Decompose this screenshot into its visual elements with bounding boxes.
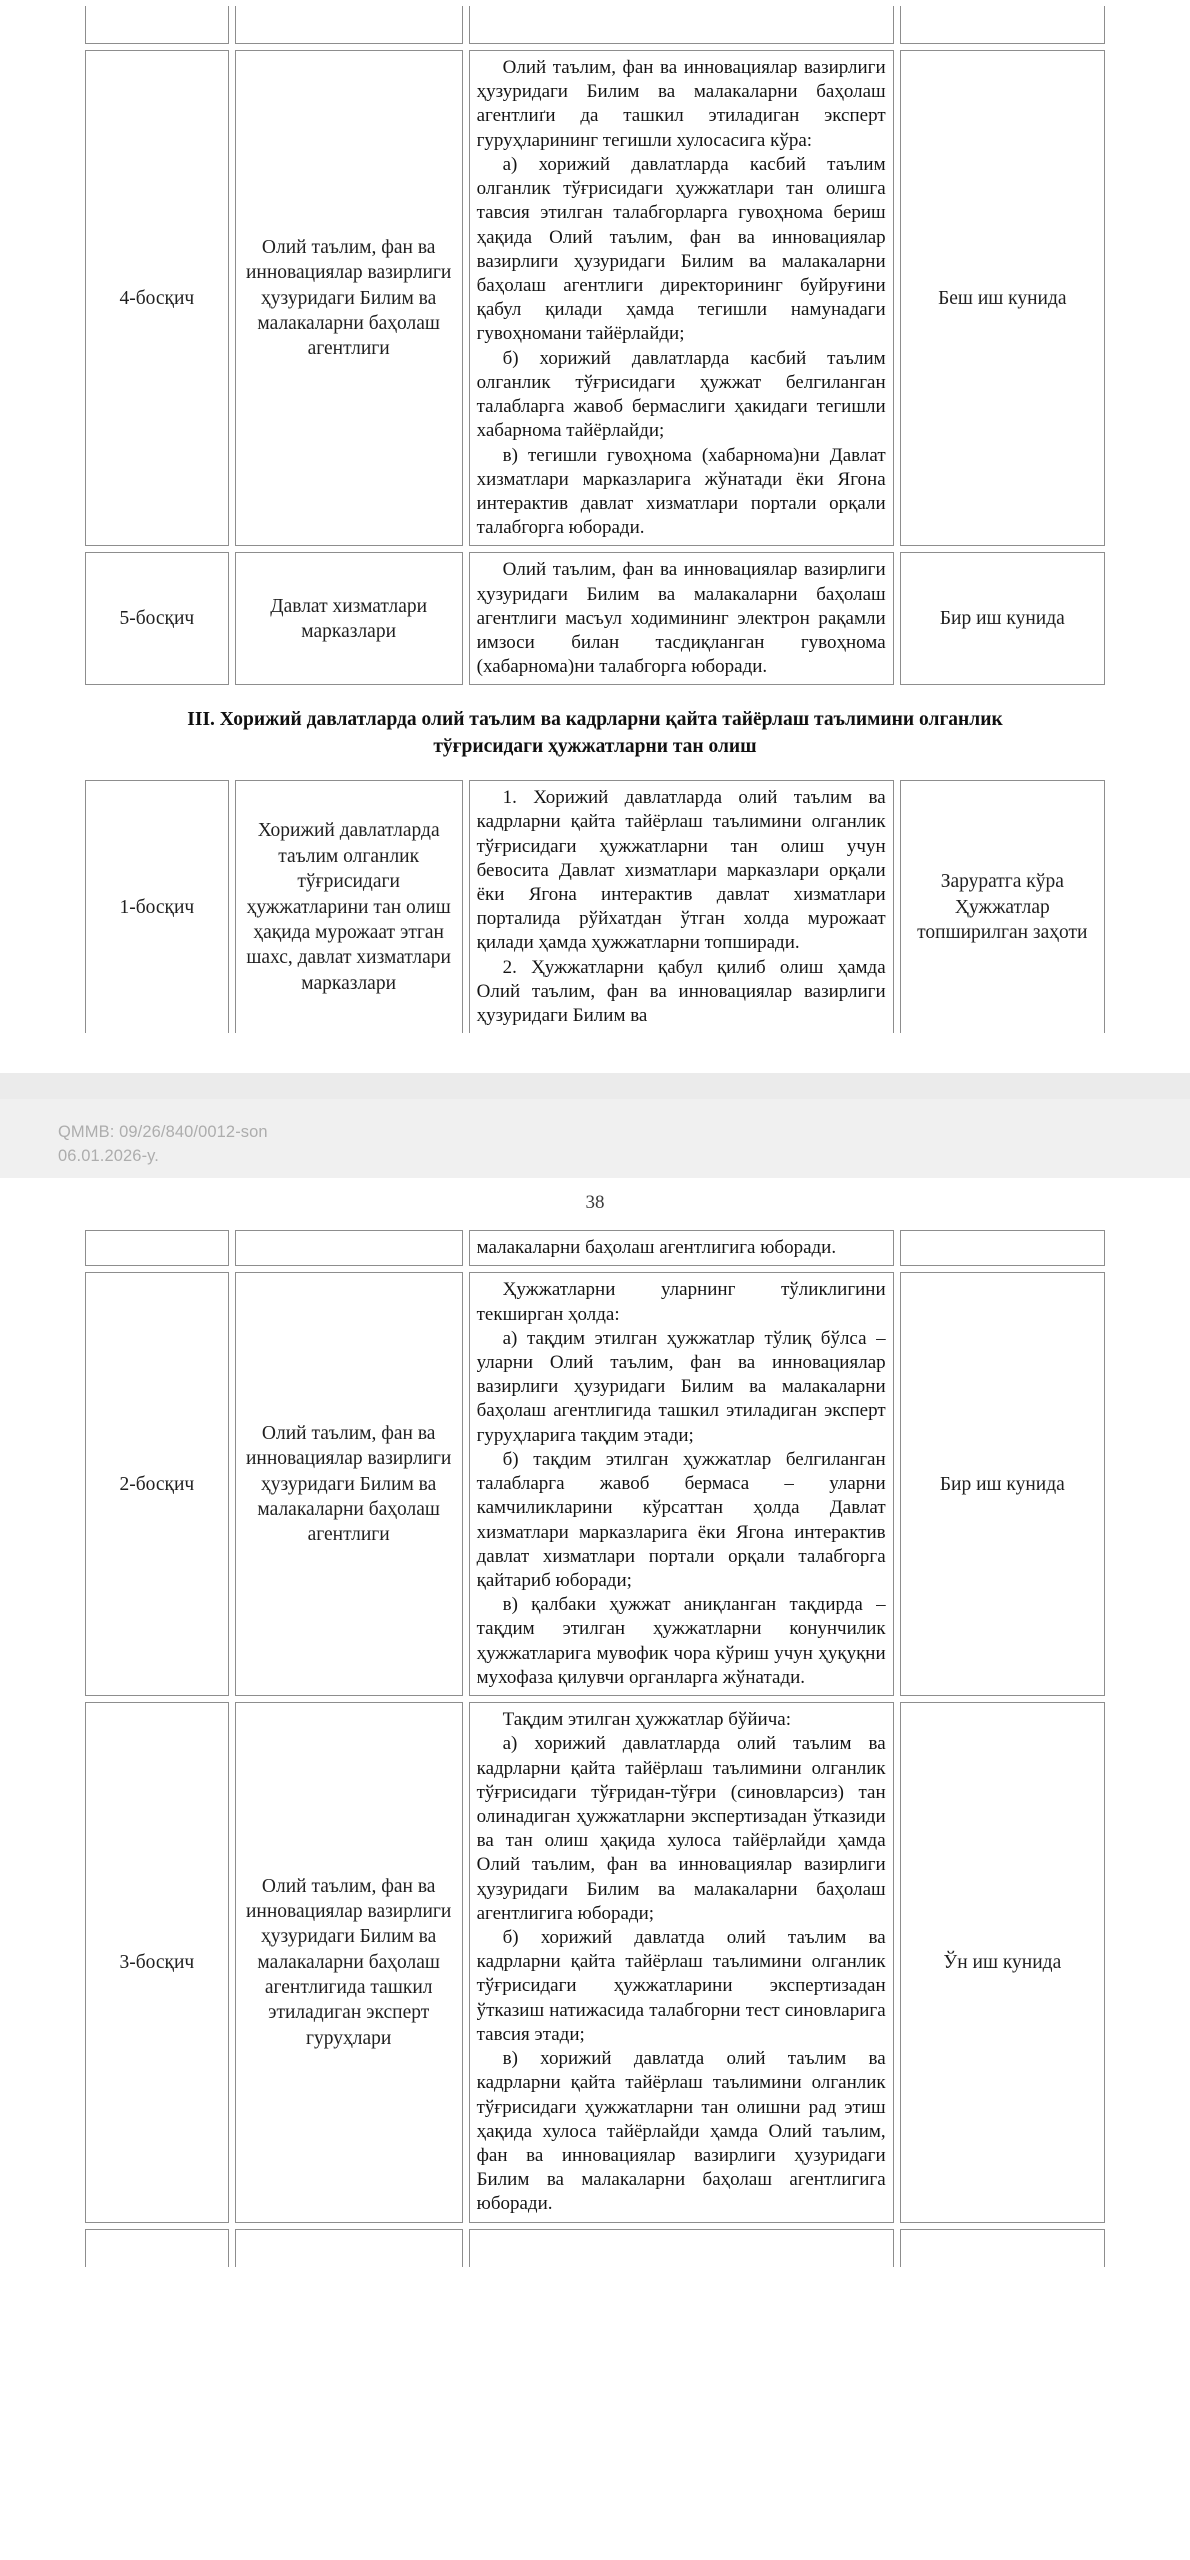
description-paragraph: малакаларни баҳолаш агентлигига юборади. [476, 1237, 837, 1259]
cell-term [900, 780, 1105, 1033]
section-heading [90, 707, 1100, 760]
cell-organization: Хорижий давлатларда таълим олганлик тўғрисидаги ҳужжатларини тан олиш ҳақида мурожаат этган шахс, давлат хизматлари марказлари [235, 780, 463, 1033]
term-secondary: Ҳужжатлар топширилган заҳоти [917, 896, 1088, 943]
cell-organization [235, 6, 463, 44]
document-reference-number: QMMB: 09/26/840/0012-son [58, 1123, 268, 1142]
cell-term [900, 6, 1105, 44]
cell-organization: Олий таълим, фан ва инновациялар вазирлиги ҳузуридаги Билим ва малакаларни баҳолаш агентлиги [235, 50, 463, 546]
table-row [85, 1230, 1105, 1266]
term-primary: Заруратга кўра [940, 871, 1064, 893]
table-row [85, 50, 1105, 546]
cell-description [469, 2229, 894, 2267]
cell-stage [85, 1230, 229, 1266]
table-row [85, 1272, 1105, 1696]
table-row-clipped-bottom [85, 2229, 1105, 2267]
cell-stage [85, 2229, 229, 2267]
cell-stage [85, 6, 229, 44]
cell-term: Беш иш кунида [900, 50, 1105, 546]
cell-organization: Олий таълим, фан ва инновациялар вазирлиги ҳузуридаги Билим ва малакаларни баҳолаш агентлигида ташкил этиладиган эксперт гуруҳлари [235, 1702, 463, 2223]
section-heading-line-1: III. Хорижий давлатларда олий таълим ва кадрларни қайта тайёрлаш таълимини олганлик [187, 709, 1003, 731]
cell-stage: 4-босқич [85, 50, 229, 546]
cell-description [469, 780, 894, 1033]
description-paragraph: в) қалбаки ҳужжат аниқланган тақдирда – тақдим этилган ҳужжатларни конунчилик ҳужжатларига мувофик чора кўриш учун ҳуқуқни мухофаза қилувчи органларга жўнатади. [476, 1594, 886, 1688]
procedure-table-top [79, 0, 1111, 691]
cell-description [469, 1702, 894, 2223]
procedure-table-section-3 [79, 774, 1111, 1039]
page-number: 38 [0, 1178, 1190, 1224]
document-page-38 [0, 1099, 1190, 2272]
cell-stage: 5-босқич [85, 552, 229, 685]
description-paragraph: а) хорижий давлатларда олий таълим ва кадрларни қайта тайёрлаш таълимини олганлик тўғрисидаги тўғридан-тўғри (синовларсиз) тан олинадиган ҳужжатларни экспертизадан ўтказиди ва тан олиш ҳақида хулоса тайёрлайди ҳамда Олий таълим, фан ва инновациялар вазирлиги ҳузуридаги Билим ва малакаларни баҳолаш агентлигига юборади; [476, 1733, 886, 1924]
description-paragraph: б) тақдим этилган ҳужжатлар белгиланган талабларга жавоб бермаса – уларни камчиликларини кўрсаттан ҳолда Давлат хизматлари марказларига ёки Ягона интерактив давлат хизматлари портали орқали талабгорга қайтариб юборади; [476, 1448, 886, 1591]
document-page-37 [0, 0, 1190, 1073]
description-paragraph: б) хорижий давлатларда касбий таълим олганлик тўғрисидаги ҳужжат белгиланган талабларга жавоб бермаслиги ҳакидаги тегишли хабарнома тайёрлайди; [476, 347, 886, 442]
cell-organization [235, 1230, 463, 1266]
description-paragraph: б) хорижий давлатда олий таълим ва кадрларни қайта тайёрлаш таълимини олганлик тўғрисидаги ҳужжатларини экспертизадан ўтказиш натижасида талабгорни тест синовларига тавсия этади; [476, 1927, 886, 2045]
description-paragraph: Олий таълим, фан ва инновациялар вазирлиги ҳузуридаги Билим ва малакаларни баҳолаш агентлиґи да ташкил этиладиган эксперт гуруҳларининг тегишли хулосасига кўра: [476, 57, 886, 151]
cell-term: Ўн иш кунида [900, 1702, 1105, 2223]
cell-description [469, 6, 894, 44]
description-paragraph: Ҳужжатларни уларнинг тўликлигини текширган ҳолда: [476, 1279, 886, 1325]
cell-term: Бир иш кунида [900, 1272, 1105, 1696]
cell-organization: Олий таълим, фан ва инновациялар вазирлиги ҳузуридаги Билим ва малакаларни баҳолаш агентлиги [235, 1272, 463, 1696]
cell-organization [235, 2229, 463, 2267]
description-paragraph: 1. Хорижий давлатларда олий таълим ва кадрларни қайта тайёрлаш таълимини олганлик тўғрисидаги ҳужжатларни тан олиш учун бевосита Давлат хизматлари марказлари орқали ёки Ягона интерактив давлат хизматлари порталида рўйхатдан ўтган холда мурожаат қилади ҳамда ҳужжатларни топширади. [476, 787, 886, 954]
cell-term: Бир иш кунида [900, 552, 1105, 685]
cell-description [469, 552, 894, 685]
cell-organization: Давлат хизматлари марказлари [235, 552, 463, 685]
table-row-clipped-top [85, 6, 1105, 44]
page-separator [0, 1073, 1190, 1099]
section-heading-line-2: тўғрисидаги ҳужжатларни тан олиш [433, 735, 757, 757]
description-paragraph: а) хорижий давлатларда касбий таълим олганлик тўғрисидаги ҳужжатлари тан олишга тавсия этилган талабгорларга гувоҳнома бериш ҳақида Олий таълим, фан ва инновациялар вазирлиги ҳузуридаги Билим ва малакаларни баҳолаш агентлиги директорининг буйруғини қабул қилади ҳамда тегишли намунадаги гувоҳномани тайёрлайди; [476, 153, 886, 345]
cell-description [469, 1272, 894, 1696]
cell-stage: 2-босқич [85, 1272, 229, 1696]
cell-stage: 1-босқич [85, 780, 229, 1033]
cell-term [900, 2229, 1105, 2267]
procedure-table-bottom [79, 1224, 1111, 2273]
table-row [85, 552, 1105, 685]
cell-description [469, 1230, 894, 1266]
description-paragraph: в) тегишли гувоҳнома (хабарнома)ни Давлат хизматлари марказларига жўнатади ёки Ягона интерактив давлат хизматлари портали орқали талабгорга юборади. [476, 444, 886, 539]
cell-stage: 3-босқич [85, 1702, 229, 2223]
document-date: 06.01.2026-y. [58, 1146, 159, 1165]
table-row [85, 1702, 1105, 2223]
description-paragraph: Тақдим этилган ҳужжатлар бўйича: [502, 1709, 791, 1731]
description-paragraph: а) тақдим этилган ҳужжатлар тўлиқ бўлса – уларни Олий таълим, фан ва инновациялар вазирлиги ҳузуридаги Билим ва малакаларни баҳолаш агентлигида ташкил этиладиган эксперт гуруҳларига тақдим этади; [476, 1327, 886, 1446]
description-paragraph: Олий таълим, фан ва инновациялар вазирлиги ҳузуридаги Билим ва малакаларни баҳолаш агентлиги масъул ходимининг электрон рақамли имзоси билан тасдиқланган гувоҳнома (хабарнома)ни талабгорга юборади. [476, 559, 886, 678]
description-paragraph: 2. Ҳужжатларни қабул қилиб олиш ҳамда Олий таълим, фан ва инновациялар вазирлиги ҳузуридаги Билим ва [476, 956, 886, 1027]
cell-term [900, 1230, 1105, 1266]
cell-description [469, 50, 894, 546]
description-paragraph: в) хорижий давлатда олий таълим ва кадрларни қайта тайёрлаш таълимини олганлик тўғрисидаги ҳужжатларни тан олишни рад этиш ҳақида хулоса тайёрлайди ҳамда Олий таълим, фан ва инновациялар вазирлиги ҳузуридаги Билим ва малакаларни баҳолаш агентлигига юборади. [476, 2048, 886, 2215]
document-metadata-band [0, 1099, 1190, 1178]
table-row [85, 780, 1105, 1033]
